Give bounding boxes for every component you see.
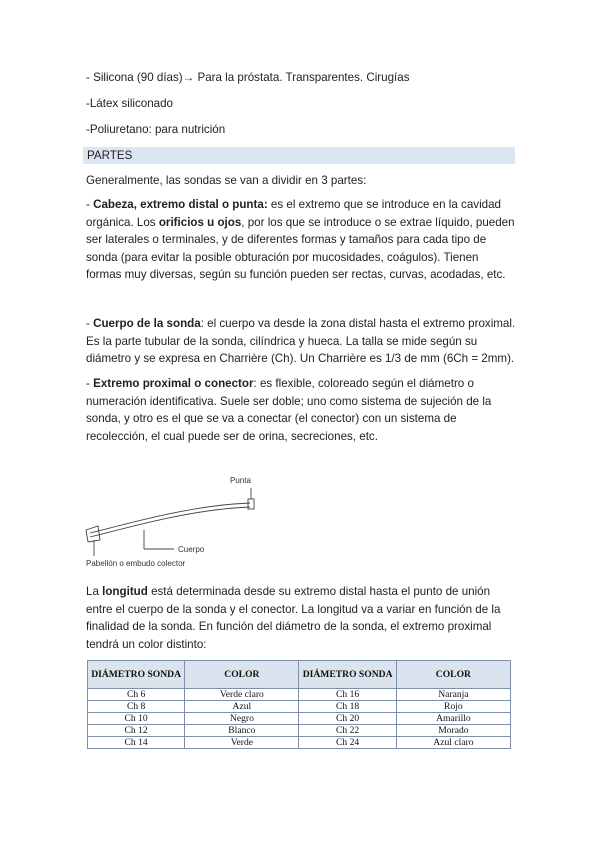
header-diametro-2: DIÁMETRO SONDA xyxy=(299,661,396,689)
proximal-text: : es flexible, coloreado según el diámetro o numeración identificativa. Suele ser doble; uno como sistema de sujeción de la sonda, y otro es el que se va a conectar (el conector) con un sistema de recolección, el cual puede ser de orina, secreciones, etc. xyxy=(86,377,492,443)
cabeza-term: Cabeza, extremo distal o punta: xyxy=(93,198,268,211)
table-header-row xyxy=(88,661,511,689)
orificios-term: orificios u ojos xyxy=(158,215,242,229)
cabeza-text-1: es el extremo que se introduce en la cavidad orgánica. Los xyxy=(86,198,501,229)
label-punta: Punta xyxy=(230,476,251,485)
general-paragraph: Generalmente, las sondas se van a dividir en 3 partes: xyxy=(86,174,367,187)
proximal-prefix: - xyxy=(86,377,94,390)
cabeza-prefix: - xyxy=(86,198,94,211)
table-cell: Azul claro xyxy=(396,737,510,749)
section-heading-partes: PARTES xyxy=(83,147,515,164)
table-cell: Ch 22 xyxy=(299,725,396,737)
longitud-paragraph xyxy=(86,583,516,653)
label-cuerpo: Cuerpo xyxy=(178,545,205,554)
cabeza-paragraph xyxy=(86,196,516,284)
diameter-color-table xyxy=(87,660,511,749)
intro-line-poliuretano: -Poliuretano: para nutrición xyxy=(86,123,226,136)
cuerpo-term: Cuerpo de la sonda xyxy=(93,317,201,330)
table-cell: Ch 8 xyxy=(88,701,185,713)
intro-line-latex: -Látex siliconado xyxy=(86,97,174,110)
table-cell: Naranja xyxy=(396,689,510,701)
label-pabellon: Pabellón o embudo colector xyxy=(86,559,186,568)
table-row xyxy=(88,701,511,713)
proximal-paragraph xyxy=(86,375,516,445)
proximal-term: Extremo proximal o conector xyxy=(93,377,254,390)
table-cell: Ch 20 xyxy=(299,713,396,725)
longitud-text: está determinada desde su extremo distal hasta el punto de unión entre el cuerpo de la sonda y el conector. La longitud va a variar en función de la finalidad de la sonda. En función del diámetro de la sonda, el extremo proximal tendrá un color distinto: xyxy=(86,585,501,651)
catheter-funnel xyxy=(86,526,100,542)
table-cell: Morado xyxy=(396,725,510,737)
cabeza-text-2: , por los que se introduce o se extrae líquido, pueden ser laterales o terminales, y de diferentes formas y tamaños para cada tipo de sonda (para evitar la posible obturación por mucosidades, coágulos). Tienen formas muy diversas, según su función pueden ser rectas, curvas, acodadas, etc. xyxy=(86,215,515,281)
table-cell: Ch 14 xyxy=(88,737,185,749)
catheter-diagram xyxy=(84,470,284,570)
longitud-prefix: La xyxy=(86,585,103,598)
table-row xyxy=(88,737,511,749)
table-row xyxy=(88,689,511,701)
table-cell: Ch 16 xyxy=(299,689,396,701)
cuerpo-paragraph xyxy=(86,315,516,368)
table-row xyxy=(88,713,511,725)
header-diametro-1: DIÁMETRO SONDA xyxy=(88,661,185,689)
intro-line-silicona: - Silicona (90 días)→ Para la próstata. Transparentes. Cirugías xyxy=(86,71,410,84)
table-cell: Ch 10 xyxy=(88,713,185,725)
table-cell: Azul xyxy=(185,701,299,713)
table-cell: Negro xyxy=(185,713,299,725)
catheter-tube-bottom xyxy=(90,507,250,537)
table-cell: Amarillo xyxy=(396,713,510,725)
table-cell: Verde xyxy=(185,737,299,749)
table-cell: Blanco xyxy=(185,725,299,737)
header-color-1: COLOR xyxy=(185,661,299,689)
table-cell: Ch 12 xyxy=(88,725,185,737)
table-cell: Ch 6 xyxy=(88,689,185,701)
longitud-term: longitud xyxy=(102,585,148,598)
header-color-2: COLOR xyxy=(396,661,510,689)
cuerpo-prefix: - xyxy=(86,317,94,330)
table-cell: Rojo xyxy=(396,701,510,713)
table-row xyxy=(88,725,511,737)
table-cell: Ch 24 xyxy=(299,737,396,749)
table-cell: Ch 18 xyxy=(299,701,396,713)
table-cell: Verde claro xyxy=(185,689,299,701)
cuerpo-text: : el cuerpo va desde la zona distal hasta el extremo proximal. Es la parte tubular de la sonda, cilíndrica y hueca. La talla se mide según su diámetro y se expresa en Charrière (Ch). Un Charrière es 1/3 de mm (6Ch = 2mm). xyxy=(86,317,516,365)
